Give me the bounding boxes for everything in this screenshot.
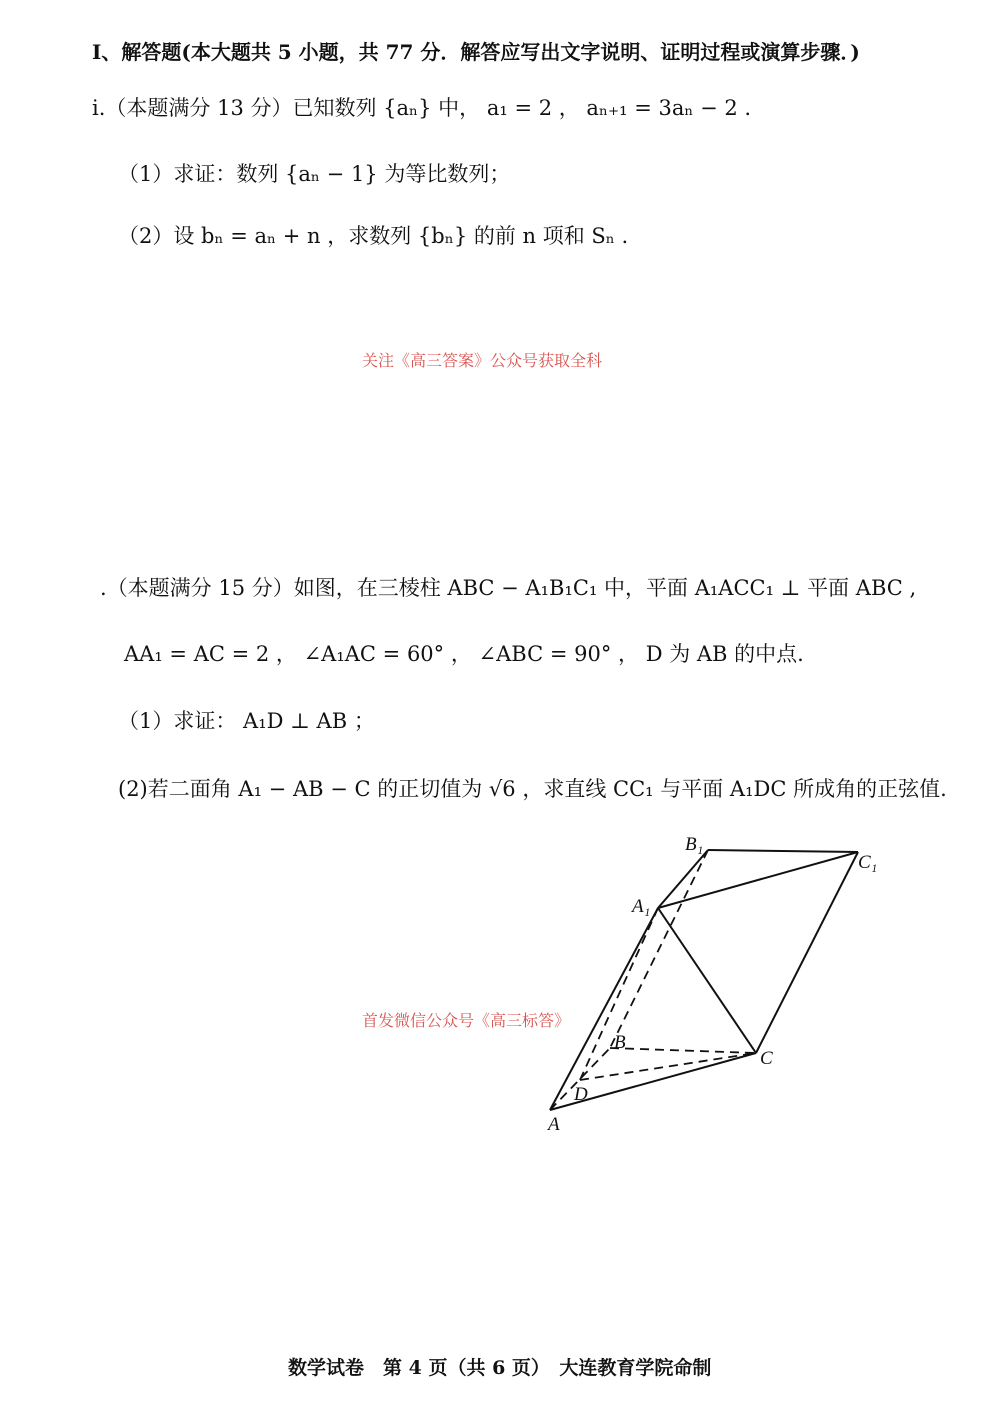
edge-C1C: [756, 852, 858, 1053]
edge-A1D: [580, 908, 658, 1080]
q1-part1: （1）求证：数列 {aₙ − 1} 为等比数列；: [118, 162, 511, 186]
page-footer: 数学试卷 第 4 页（共 6 页） 大连教育学院命制: [288, 1357, 712, 1379]
watermark-top: 关注《高三答案》公众号获取全科: [362, 351, 603, 370]
label-B: B: [614, 1032, 626, 1053]
edge-BC: [610, 1048, 756, 1053]
label-B1: B₁: [685, 834, 704, 855]
section-marker: Ⅰ: [92, 40, 102, 64]
q1-intro: [92, 92, 751, 122]
edge-A1C1: [658, 852, 858, 908]
section-header-text: 、解答题(本大题共 5 小题，共 77 分．解答应写出文字说明、证明过程或演算步骤．): [101, 40, 860, 64]
label-C1: C₁: [858, 852, 878, 873]
edge-B1B: [610, 850, 708, 1048]
solid-edges: [550, 850, 858, 1110]
edge-B1C1: [708, 850, 858, 852]
q2-number: .: [100, 576, 107, 600]
prism-figure: [530, 820, 910, 1140]
q1-part2: （2）设 bₙ = aₙ + n ，求数列 {bₙ} 的前 n 项和 Sₙ .: [118, 224, 629, 248]
edge-A1C: [658, 908, 756, 1053]
q2-part1: （1）求证： A₁D ⊥ AB ；: [118, 709, 375, 733]
edge-A1B1: [658, 850, 708, 908]
q2-part2: (2)若二面角 A₁ − AB − C 的正切值为 √6 ，求直线 CC₁ 与平面 A₁DC 所成角的正弦值.: [118, 777, 947, 801]
watermark-figure: 首发微信公众号《高三标答》: [362, 1011, 571, 1030]
label-D: D: [574, 1084, 588, 1105]
q2-intro: [100, 572, 916, 602]
label-C: C: [760, 1048, 773, 1069]
q2-conditions: AA₁ = AC = 2 ， ∠A₁AC = 60° ， ∠ABC = 90° ， D 为 AB 的中点.: [124, 642, 804, 666]
q1-intro-text: （本题满分 13 分）已知数列 {aₙ} 中， a₁ = 2 ， aₙ₊₁ = 3aₙ − 2 .: [105, 96, 752, 120]
edge-DC: [580, 1053, 756, 1080]
q1-number: i.: [92, 96, 106, 120]
label-A: A: [548, 1114, 560, 1135]
section-header: [92, 36, 860, 65]
label-A1: A₁: [632, 896, 651, 917]
q2-intro-text: （本题满分 15 分）如图，在三棱柱 ABC − A₁B₁C₁ 中，平面 A₁ACC₁ ⊥ 平面 ABC ,: [106, 576, 917, 600]
